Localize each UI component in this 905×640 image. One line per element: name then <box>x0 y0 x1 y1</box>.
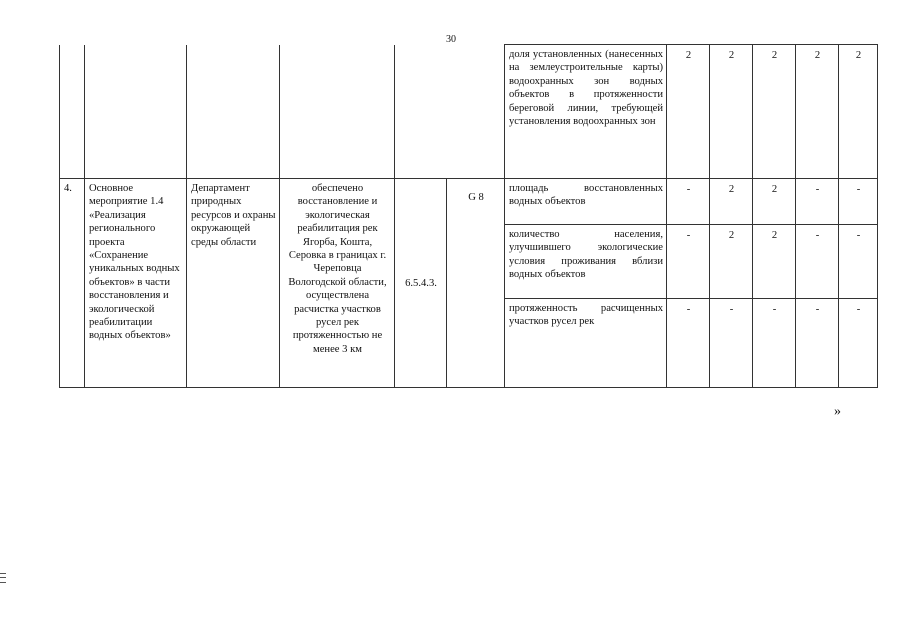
indicator-name: протяженность расчищенных участков русел рек <box>505 299 667 388</box>
indicator-value: - <box>839 299 878 388</box>
cell-event <box>85 45 187 179</box>
indicator-value: 2 <box>753 45 796 179</box>
cell-result <box>280 45 395 179</box>
indicator-value: - <box>753 299 796 388</box>
indicator-value: - <box>796 179 839 225</box>
indicator-value: - <box>796 225 839 299</box>
page-number: 30 <box>446 34 456 45</box>
cell-executor: Департамент природных ресурсов и охраны окружающей среды области <box>187 179 280 388</box>
table-row <box>60 45 878 179</box>
indicator-value: - <box>839 179 878 225</box>
cell-event: Основное мероприятие 1.4 «Реализация регионального проекта «Сохранение уникальных водных объектов» в части восстановления и экологической реабилитации водных объектов» <box>85 179 187 388</box>
indicator-value: 2 <box>710 179 753 225</box>
indicator-value: 2 <box>710 45 753 179</box>
cell-executor <box>187 45 280 179</box>
indicator-name: количество населения, улучшившего экологические условия проживания вблизи водных объектов <box>505 225 667 299</box>
indicator-value: 2 <box>753 225 796 299</box>
cell-code: 6.5.4.3. <box>395 179 447 388</box>
indicator-value: - <box>667 225 710 299</box>
indicator-name: доля установленных (нанесенных на землеустроительные карты) водоохранных зон водных объектов в протяженности береговой линии, требующей установления водоохранных зон <box>505 45 667 179</box>
indicator-value: 2 <box>796 45 839 179</box>
table-row <box>60 179 878 225</box>
indicator-value: - <box>839 225 878 299</box>
indicator-value: 2 <box>710 225 753 299</box>
indicator-name: площадь восстановленных водных объектов <box>505 179 667 225</box>
indicator-value: - <box>710 299 753 388</box>
cell-num: 4. <box>60 179 85 388</box>
program-table <box>59 44 878 388</box>
indicator-value: - <box>667 299 710 388</box>
indicator-value: 2 <box>667 45 710 179</box>
cell-code-goal <box>395 45 505 179</box>
cell-num <box>60 45 85 179</box>
indicator-value: - <box>796 299 839 388</box>
indicator-value: - <box>667 179 710 225</box>
cell-result: обеспечено восстановление и экологическая реабилитация рек Ягорба, Кошта, Серовка в границах г. Череповца Вологодской области, осуществлена расчистка участков русел рек протяженностью не менее 3 км <box>280 179 395 388</box>
indicator-value: 2 <box>839 45 878 179</box>
scan-edge-mark <box>0 573 6 583</box>
closing-quote: » <box>834 404 841 419</box>
cell-goal: G 8 <box>447 179 505 388</box>
indicator-value: 2 <box>753 179 796 225</box>
